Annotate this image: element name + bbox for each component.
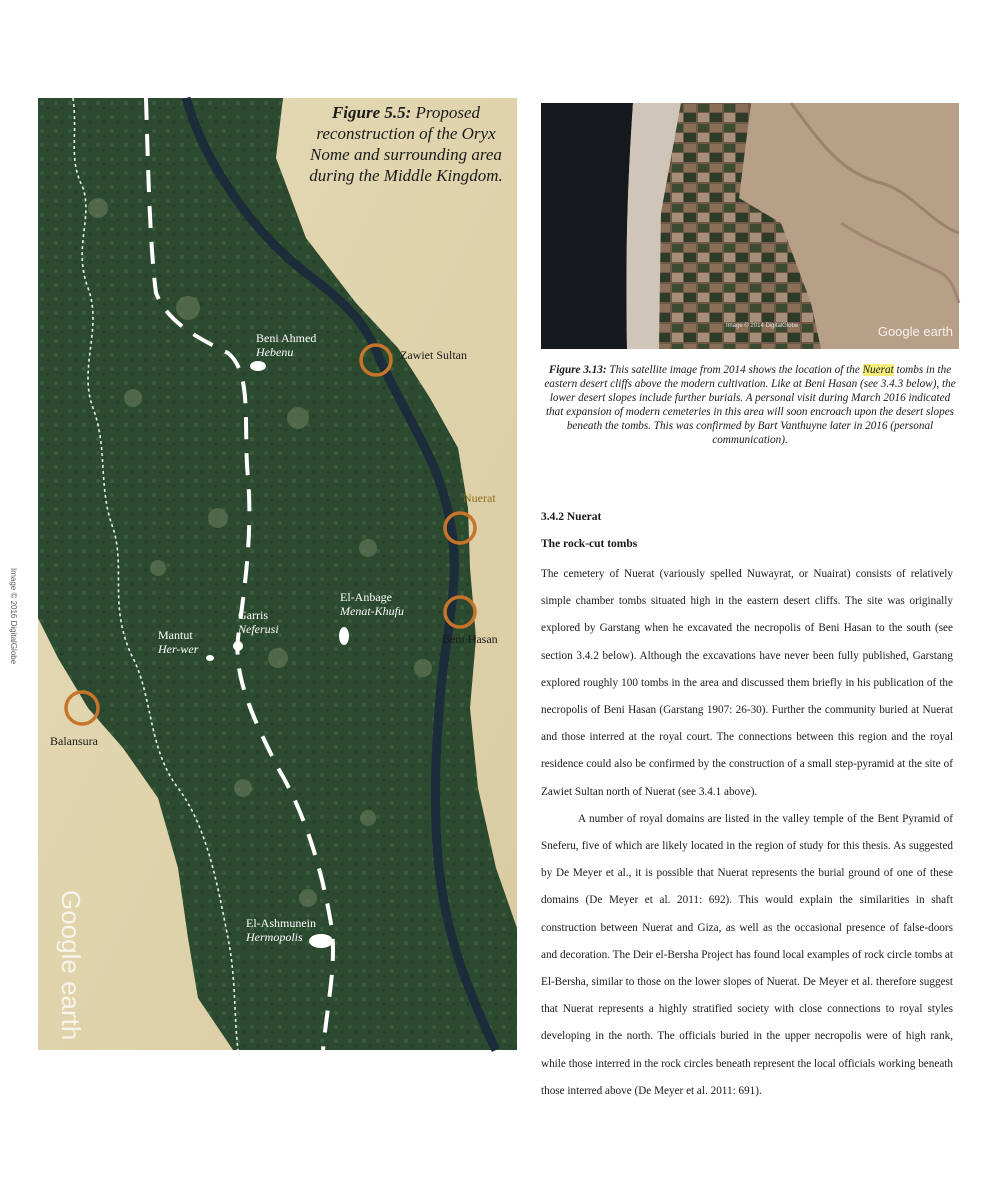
satellite-photo [541, 103, 959, 349]
label-el-anbage: El-Anbage [340, 590, 392, 604]
label-beni-hasan: Beni Hasan [442, 632, 498, 646]
label-balansura: Balansura [50, 734, 98, 748]
photo-credit: Image © 2014 DigitalGlobe [726, 323, 799, 329]
satellite-image [541, 103, 959, 349]
figure-caption [541, 363, 959, 447]
figure-caption-text-before: This satellite image from 2014 shows the location of the [606, 364, 863, 376]
paragraph-2: A number of royal domains are listed in the valley temple of the Bent Pyramid of Sneferu, five of which are likely located in the region of study for this thesis. As suggested by De Meyer et al., it is possible that Nuerat represents the burial ground of one of these domains (De Meyer et al. 2011: 692). This would explain the similarities in shaft construction between Nuerat and Giza, as well as the occasional presence of false-doors and decoration. The Deir el-Bersha Project has found local examples of rock circle tombs at El-Bersha, similar to those on the lower slopes of Nuerat. De Meyer et al. therefore suggest that Nuerat represents a highly stratified society with close connections to royal styles developing in the north. The officials buried in the upper necropolis were of high rank, while those interred in the rock circles beneath represent the local officials working beneath those interred above (De Meyer et al. 2011: 691). [541, 812, 953, 1097]
label-menat-khufu: Menat-Khufu [340, 604, 404, 618]
map-credit: Image © 2016 DigitalGlobe [9, 568, 18, 665]
map-watermark: Google earth [56, 890, 86, 1041]
map-caption-label: Figure 5.5: [331, 103, 412, 122]
map-caption [296, 102, 516, 186]
figure-caption-label: Figure 3.13: [548, 364, 607, 376]
section-subheading: The rock-cut tombs [541, 538, 638, 550]
section-body [541, 561, 953, 1105]
label-el-ashmunein: El-Ashmunein [246, 916, 316, 930]
label-mantut: Mantut [158, 628, 193, 642]
label-hermopolis: Hermopolis [246, 930, 303, 944]
label-beni-ahmed: Beni Ahmed [256, 331, 317, 345]
label-her-wer: Her-wer [158, 642, 199, 656]
paragraph-1: The cemetery of Nuerat (variously spelled Nuwayrat, or Nuairat) consists of relatively simple chamber tombs situated high in the eastern desert cliffs. The site was originally explored by Garstang when he excavated the necropolis of Beni Hasan to the south (see section 3.4.2 below). Although the excavations have never been fully published, Garstang explored roughly 100 tombs in the area and discussed them briefly in his publication of the necropolis of Beni Hasan (Garstang 1907: 26-30). Further the community buried at Nuerat and those interred at the royal court. The connections between this region and the royal residence could also be confirmed by the construction of a small step-pyramid at the site of Zawiet Sultan north of Nuerat (see 3.4.1 above). [541, 568, 953, 798]
figure-caption-highlight: Nuerat [862, 364, 894, 376]
map-caption-text: Proposed reconstruction of the Oryx Nome and surrounding area during the Middle Kingdom. [309, 103, 503, 185]
photo-watermark: Google earth [877, 324, 953, 339]
label-hebenu: Hebenu [256, 345, 294, 359]
river-water [541, 103, 633, 349]
label-neferusi: Neferusi [238, 622, 279, 636]
label-zawiet-sultan: Zawiet Sultan [400, 348, 467, 362]
oryx-nome-map [9, 98, 517, 1050]
label-garris: Garris [238, 608, 268, 622]
figure-caption-text-after: tombs in the eastern desert cliffs above the modern cultivation. Like at Beni Hasan (see 3.4.3 below), the lower desert slopes include further burials. A personal visit during March 2016 indicated that expansion of modern cemeteries in this area will soon encroach upon the desert slopes beneath the tombs. This was confirmed by Bart Vanthuyne later in 2016 (personal communication). [544, 364, 956, 446]
map-image [38, 98, 517, 1050]
label-nuerat: Nuerat [463, 491, 496, 505]
section-heading: 3.4.2 Nuerat [541, 511, 602, 523]
